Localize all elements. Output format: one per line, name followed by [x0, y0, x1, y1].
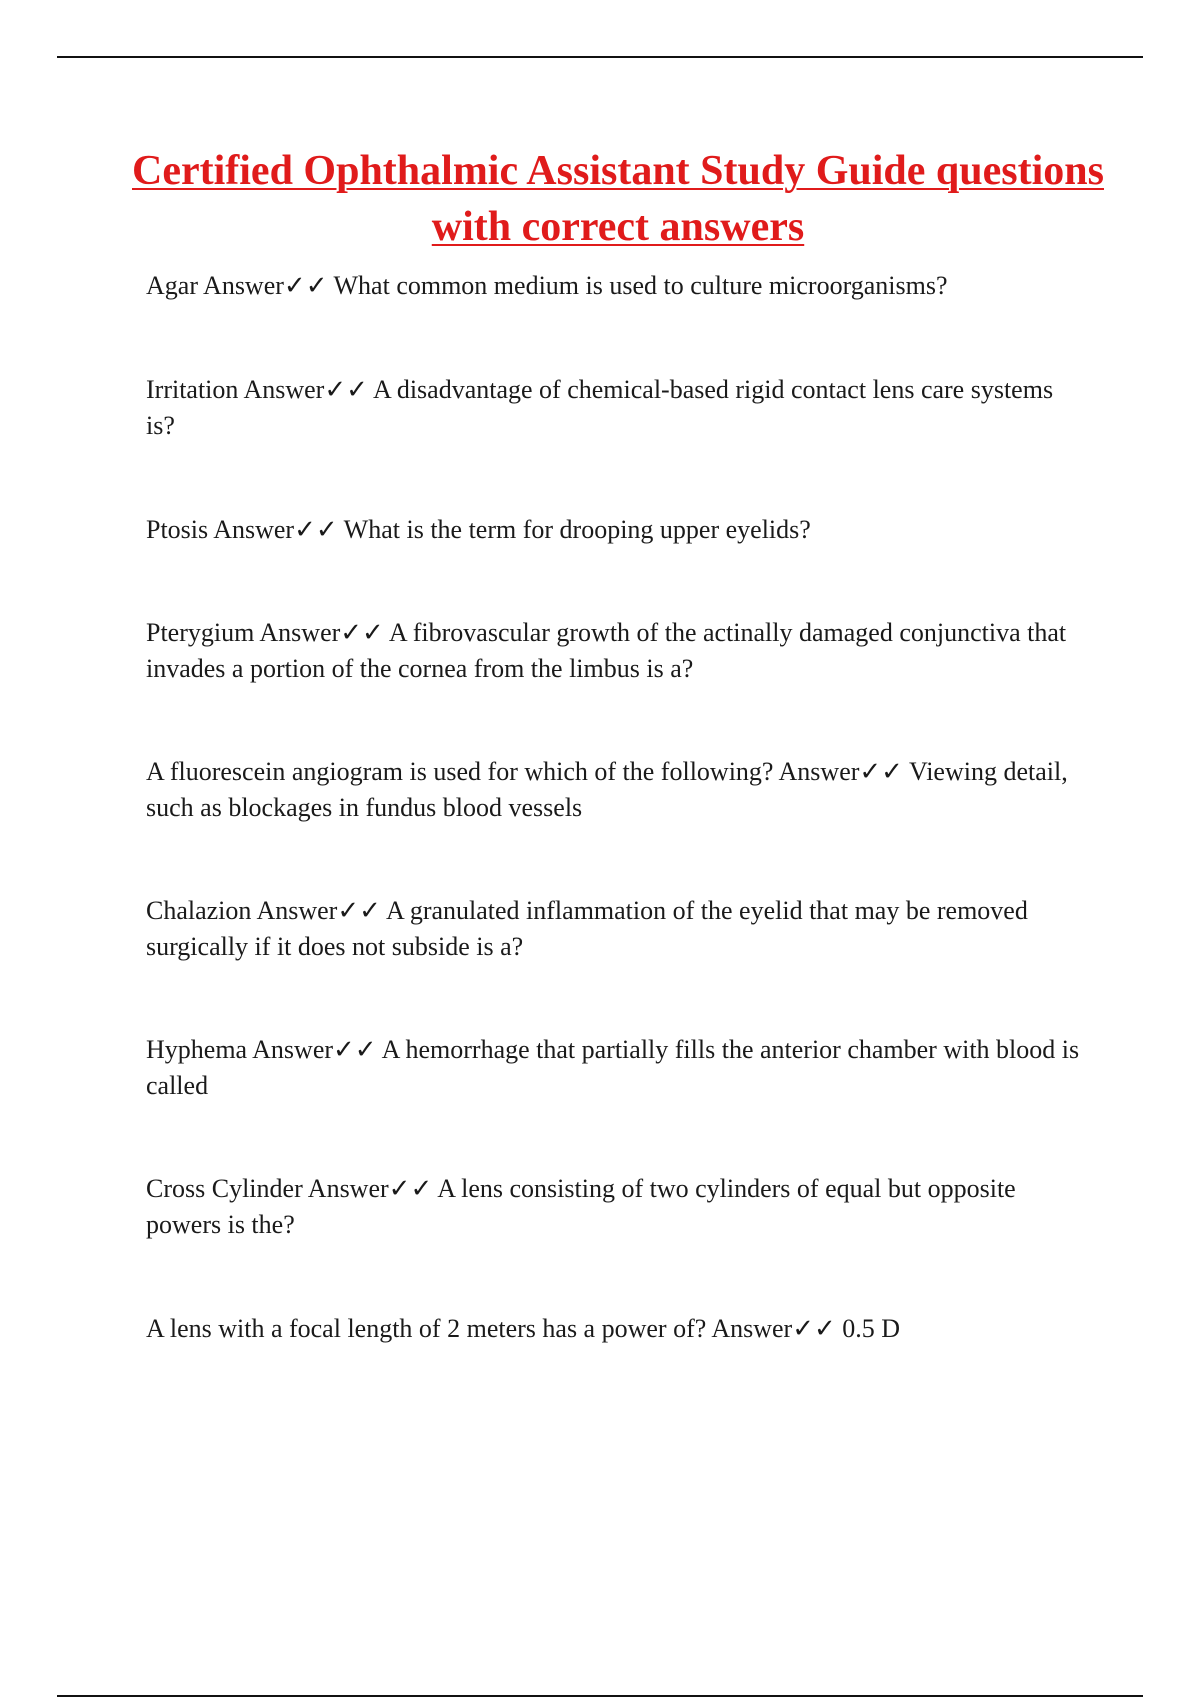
qa-item-irritation: Irritation Answer✓✓ A disadvantage of chemical-based rigid contact lens care systems is?	[146, 375, 1054, 440]
qa-item-lens-power: A lens with a focal length of 2 meters has a power of? Answer✓✓ 0.5 D	[146, 1314, 901, 1343]
bottom-divider	[57, 1695, 1143, 1697]
top-divider	[57, 56, 1143, 58]
qa-item-hyphema: Hyphema Answer✓✓ A hemorrhage that partially fills the anterior chamber with blood is called	[146, 1035, 1080, 1100]
qa-item-fluorescein-angiogram: A fluorescein angiogram is used for which of the following? Answer✓✓ Viewing detail, such as blockages in fundus blood vessels	[146, 757, 1068, 822]
qa-item-ptosis: Ptosis Answer✓✓ What is the term for drooping upper eyelids?	[146, 515, 811, 544]
qa-item-chalazion: Chalazion Answer✓✓ A granulated inflammation of the eyelid that may be removed surgically if it does not subside is a?	[146, 896, 1028, 961]
qa-item-agar: Agar Answer✓✓ What common medium is used to culture microorganisms?	[146, 271, 948, 300]
document-title: Certified Ophthalmic Assistant Study Guide questions with correct answers	[132, 148, 1104, 250]
qa-item-cross-cylinder: Cross Cylinder Answer✓✓ A lens consisting of two cylinders of equal but opposite powers is the?	[146, 1174, 1016, 1239]
qa-item-pterygium: Pterygium Answer✓✓ A fibrovascular growth of the actinally damaged conjunctiva that invades a portion of the cornea from the limbus is a?	[146, 618, 1067, 683]
qa-list	[146, 268, 1086, 1347]
